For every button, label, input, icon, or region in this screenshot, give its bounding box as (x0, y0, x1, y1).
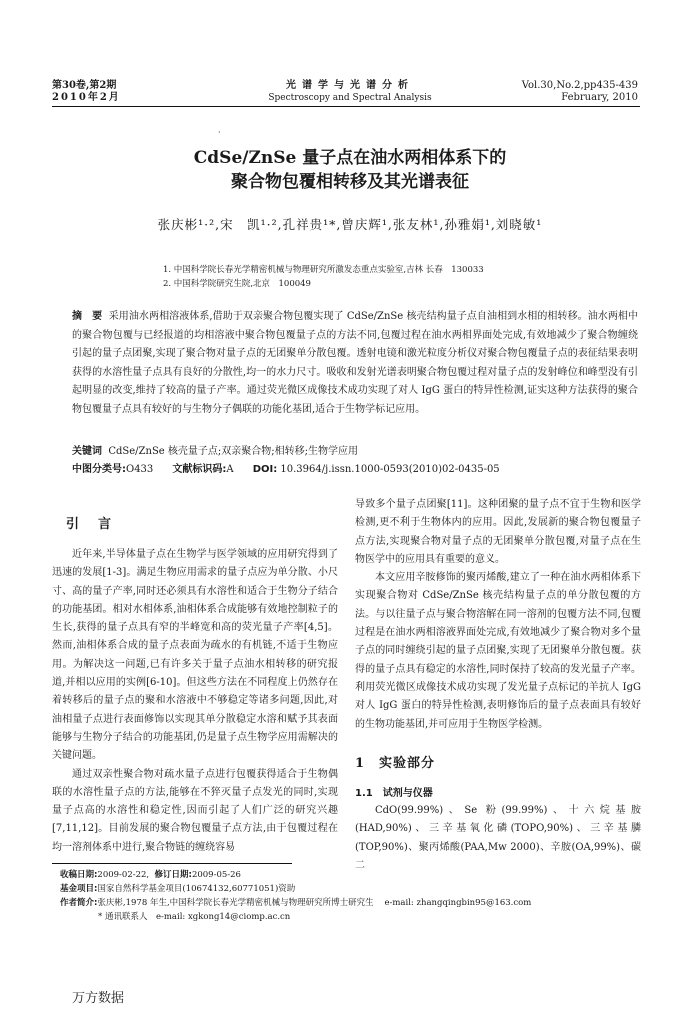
affiliations (163, 263, 484, 291)
clc-label: 中图分类号: (72, 464, 126, 475)
reagents-paragraph: CdO(99.99%)、Se 粉(99.99%)、十六烷基胺(HAD,90%)、三辛基氧化磷(TOPO,90%)、三辛基膦(TOP,90%)、聚丙烯酸(PAA,Mw 2000)、辛胺(OA,99%)、碳二 (355, 805, 641, 871)
received-date: 2009-02-22, (97, 870, 150, 880)
author-email: e-mail: zhangqingbin95@163.com (384, 898, 532, 908)
received-label: 收稿日期: (60, 870, 98, 880)
right-column (355, 496, 641, 734)
dates-footnote (60, 868, 650, 882)
header-rule (52, 106, 640, 107)
issue-date-en: February, 2010 (561, 92, 638, 103)
volume-pages-en: Vol.30,No.2,pp435-439 (521, 80, 638, 91)
footnotes (60, 868, 650, 924)
abstract (72, 308, 638, 419)
keywords-text: CdSe/ZnSe 核壳量子点;双亲聚合物;相转移;生物学应用 (108, 446, 358, 457)
revised-date: 2009-05-26 (191, 870, 241, 880)
fund-label: 基金项目: (60, 884, 98, 894)
journal-name-cn: 光谱学与光谱分析 (286, 80, 414, 91)
doc-code-value: A (226, 464, 234, 475)
decorative-dot: · (218, 128, 221, 137)
doc-code-label: 文献标识码: (172, 464, 227, 475)
clc-value: O433 (126, 464, 154, 475)
section-1-1-text (355, 802, 641, 875)
affiliation-1: 1. 中国科学院长春光学精密机械与物理研究所激发态重点实验室,吉林 长春 130033 (163, 265, 484, 275)
intro-heading: 引 言 (66, 517, 115, 532)
intro-paragraph-1: 近年来,半导体量子点在生物学与医学领域的应用研究得到了迅速的发展[1-3]。满足生物应用需求的量子点应为单分散、小尺寸、高的量子产率,同时还必须具有水溶性和适合于生物分子结合的功能基团。相对水相体系,油相体系合成能够有效地控制粒子的生长,获得的量子点具有窄的半峰宽和高的荧光量子产率[4,5]。然而,油相体系合成的量子点表面为疏水的有机链,不适于生物应用。为解决这一问题,已有许多关于量子点油水相转移的研究报道,并相以应用的实例[6-10]。但这些方法在不同程度上仍然存在着转移后的量子点的聚和水溶液中不够稳定等诸多问题,因此,对油相量子点进行表面修饰以实现其单分散稳定水溶和赋予其表面能够与生物分子结合的功能基团,仍是量子点生物学应用需解决的关键问题。 (52, 549, 338, 762)
revised-label: 修订日期: (154, 870, 192, 880)
watermark: 万方数据 (72, 991, 125, 1006)
section-1-heading: 1 实验部分 (355, 756, 436, 771)
abstract-text: 采用油水两相溶液体系,借助于双亲聚合物包覆实现了 CdSe/ZnSe 核壳结构量子点自油相到水相的相转移。油水两相中的聚合物包覆与已经报道的均相溶液中聚合物包覆量子点的方法不同,包覆过程在油水两相界面处完成,有效地减少了聚合物缠绕引起的量子点团聚,实现了聚合物对量子点的无团聚单分散包覆。透射电镜和激光粒度分析仪对聚合物包覆量子点的表征结果表明获得的水溶性量子点具有良好的分散性,均一的水力尺寸。吸收和发射光谱表明聚合物包覆过程对量子点的发射峰位和峰型没有引起明显的改变,维持了较高的量子产率。通过荧光微区成像技术成功实现了对人 IgG 蛋白的特异性检测,证实这种方法获得的聚合物包覆量子点具有较好的与生物分子偶联的功能化基团,适合于生物学标记应用。 (72, 311, 638, 415)
title-line-1: CdSe/ZnSe 量子点在油水两相体系下的 (193, 148, 507, 168)
title-line-2: 聚合物包覆相转移及其光谱表征 (231, 172, 469, 192)
author-bio-label: 作者简介: (60, 898, 98, 908)
journal-volume-header (52, 80, 121, 104)
author-footnote (60, 896, 650, 910)
abstract-label: 摘 要 (72, 311, 103, 322)
fund-text: 国家自然科学基金项目(10674132,60771051)资助 (97, 884, 296, 894)
doi-label: DOI: (252, 464, 278, 475)
intro-paragraph-2: 通过双亲性聚合物对疏水量子点进行包覆获得适合于生物偶联的水溶性量子点的方法,能够在不猝灭量子点发光的同时,实现量子点高的水溶性和稳定性,因而引起了人们广泛的研究兴趣[7,11,12]。目前发展的聚合物包覆量子点方法,由于包覆过程在均一溶剂体系中进行,聚合物链的缠绕容易 (52, 768, 338, 853)
keywords (72, 443, 638, 461)
fund-footnote (60, 882, 650, 896)
doi-value: 10.3964/j.issn.1000-0593(2010)02-0435-05 (280, 464, 500, 475)
section-1-1-heading: 1.1 试剂与仪器 (355, 788, 433, 799)
affiliation-2: 2. 中国科学院研究生院,北京 100049 (163, 279, 311, 289)
intro-paragraph-3: 导致多个量子点团聚[11]。这种团聚的量子点不宜于生物和医学检测,更不利于生物体内的应用。因此,发展新的聚合物包覆量子点方法,实现聚合物对量子点的无团聚单分散包覆,对量子点在生物医学中的应用具有重要的意义。 (355, 499, 641, 565)
journal-name-header (230, 80, 470, 104)
journal-pages-header (522, 80, 638, 104)
classification-line (72, 461, 638, 479)
journal-name-en: Spectroscopy and Spectral Analysis (268, 93, 432, 103)
keywords-label: 关键词 (72, 446, 102, 457)
corresponding-author: * 通讯联系人 e-mail: xgkong14@ciomp.ac.cn (98, 912, 291, 922)
author-list: 张庆彬¹·²,宋 凯¹·²,孔祥贵¹*,曾庆辉¹,张友林¹,孙雅娟¹,刘晓敏¹ (157, 217, 543, 232)
paper-title (52, 146, 648, 194)
left-column (52, 546, 338, 857)
intro-paragraph-4: 本文应用辛胺修饰的聚丙烯酸,建立了一种在油水两相体系下实现聚合物对 CdSe/ZnSe 核壳结构量子点的单分散包覆的方法。与以往量子点与聚合物溶解在同一溶剂的包覆方法不同,包覆过程是在油水两相溶液界面处完成,有效地减少了聚合物对多个量子点的同时缠绕引起的量子点团聚,实现了无团聚单分散包覆。获得的量子点具有稳定的水溶性,同时保持了较高的发光量子产率。利用荧光微区成像技术成功实现了发光量子点标记的羊抗人 IgG 对人 IgG 蛋白的特异性检测,表明修饰后的量子点表面具有较好的生物功能基团,并可应用于生物医学检测。 (355, 572, 641, 730)
author-bio: 张庆彬,1978 年生,中国科学院长春光学精密机械与物理研究所博士研究生 (97, 898, 374, 908)
issue-date: 2010年2月 (52, 92, 121, 103)
footnote-rule (52, 863, 292, 864)
volume-issue: 第30卷,第2期 (52, 80, 117, 91)
